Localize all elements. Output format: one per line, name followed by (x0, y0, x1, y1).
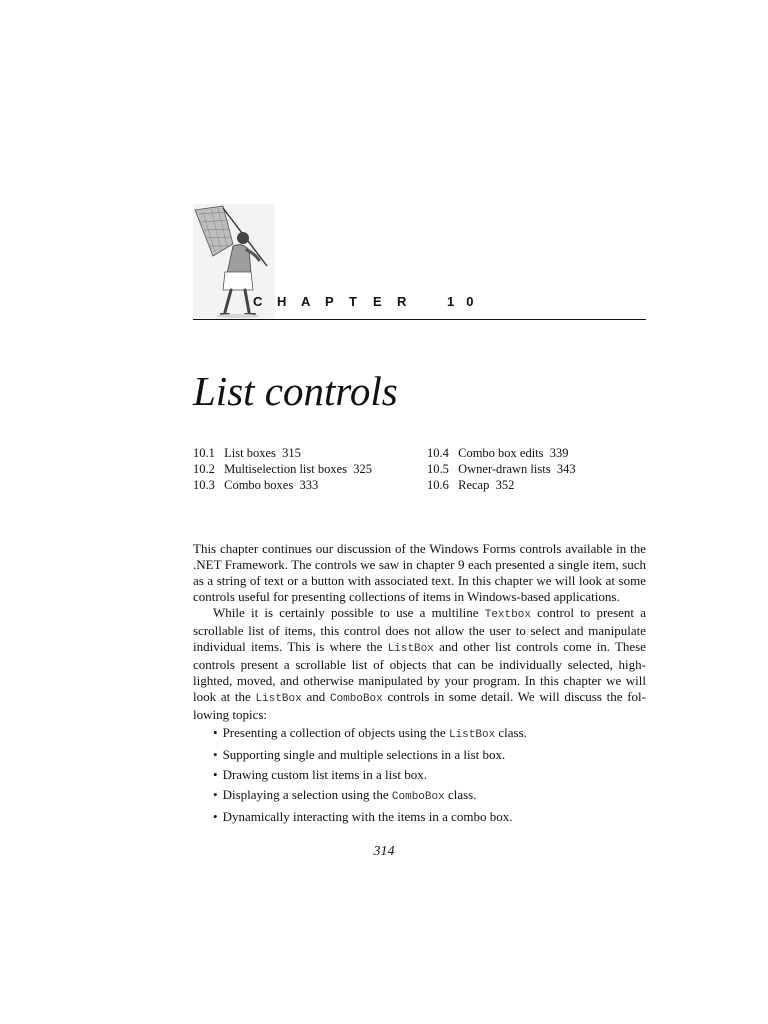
chapter-label (253, 294, 486, 309)
toc-page-number: 339 (549, 446, 569, 460)
toc-page-number: 343 (556, 462, 576, 476)
list-item-text: class. (495, 725, 527, 740)
chapter-letter: R (397, 294, 407, 309)
chapter-letter: E (373, 294, 382, 309)
chapter-letter: P (325, 294, 334, 309)
toc-section-title: Owner-drawn lists (458, 462, 551, 476)
list-item-text: Presenting a collection of objects using the (222, 725, 449, 740)
chapter-title: List controls (193, 368, 398, 414)
list-item (213, 765, 646, 785)
toc-entry[interactable] (427, 445, 576, 461)
toc-entry[interactable] (427, 477, 576, 493)
toc-page-number: 325 (353, 462, 373, 476)
toc-section-title: Combo boxes (224, 478, 294, 492)
list-item-text: Displaying a selection using the (222, 787, 392, 802)
toc-section-title: Recap (458, 478, 490, 492)
toc-section-title: List boxes (224, 446, 276, 460)
paragraph-text: While it is certainly possible to use a multiline (213, 605, 485, 620)
page-number: 314 (373, 844, 395, 859)
toc-section-title: Multiselection list boxes (224, 462, 348, 476)
list-item-text: Dynamically interacting with the items in a combo box. (222, 809, 513, 824)
list-item (213, 723, 646, 745)
chapter-letter: T (349, 294, 357, 309)
bullet-marker: • (213, 725, 218, 740)
paragraph-text: control to present a scrollable list of items, this control does not allow the user to select and manipulate individual items. This is where the (193, 605, 646, 654)
toc-page-number: 333 (299, 478, 319, 492)
toc-page-number: 315 (282, 446, 301, 460)
code-term: ListBox (387, 643, 434, 655)
chapter-body (193, 541, 646, 827)
toc-section-number: 10.3 (193, 478, 215, 492)
list-item-text: class. (444, 787, 477, 802)
code-term: ListBox (448, 729, 496, 741)
toc-section-number: 10.1 (193, 446, 215, 460)
toc-entry[interactable] (427, 461, 576, 477)
paragraph-text: controls in some detail. We will discuss the fol-lowing topics: (193, 689, 646, 722)
toc-entry[interactable] (193, 461, 372, 477)
chapter-letter: H (277, 294, 287, 309)
bullet-marker: • (213, 747, 218, 762)
list-item-text: Drawing custom list items in a list box. (222, 767, 427, 782)
chapter-number: 10 (447, 294, 486, 309)
code-term: ComboBox (329, 693, 383, 705)
list-item-text: Supporting single and multiple selections in a list box. (222, 747, 506, 762)
topic-list (193, 723, 646, 827)
chapter-divider (193, 319, 646, 320)
toc-section-number: 10.4 (427, 446, 449, 460)
bullet-marker: • (213, 809, 218, 824)
toc-column-left (193, 445, 372, 493)
second-paragraph (193, 605, 646, 723)
paragraph-text: and other list controls come in. These controls present a scrollable list of objects that can be individually selected, high-lighted, moved, and otherwise manipulated by your program. In this chapter we will look at the (193, 639, 646, 704)
toc-page-number: 352 (495, 478, 515, 492)
list-item (213, 807, 646, 827)
paragraph-text: and (301, 689, 330, 704)
intro-paragraph: This chapter continues our discussion of the Windows Forms controls available in the .NET Framework. The controls we saw in chapter 9 each presented a single item, such as a string of text or a button with associated text. In this chapter we will look at some controls useful for presenting collections of items in Windows-based applications. (193, 541, 646, 604)
code-term: ComboBox (391, 791, 445, 803)
bullet-marker: • (213, 787, 218, 802)
toc-section-title: Combo box edits (458, 446, 544, 460)
list-item (213, 745, 646, 765)
chapter-letter: C (253, 294, 263, 309)
code-term: Textbox (484, 609, 531, 621)
toc-column-right (427, 445, 576, 493)
bullet-marker: • (213, 767, 218, 782)
code-term: ListBox (255, 693, 302, 705)
toc-section-number: 10.6 (427, 478, 449, 492)
toc-section-number: 10.2 (193, 462, 215, 476)
toc-entry[interactable] (193, 477, 372, 493)
chapter-letter: A (301, 294, 311, 309)
toc-entry[interactable] (193, 445, 372, 461)
list-item (213, 785, 646, 807)
toc-section-number: 10.5 (427, 462, 449, 476)
